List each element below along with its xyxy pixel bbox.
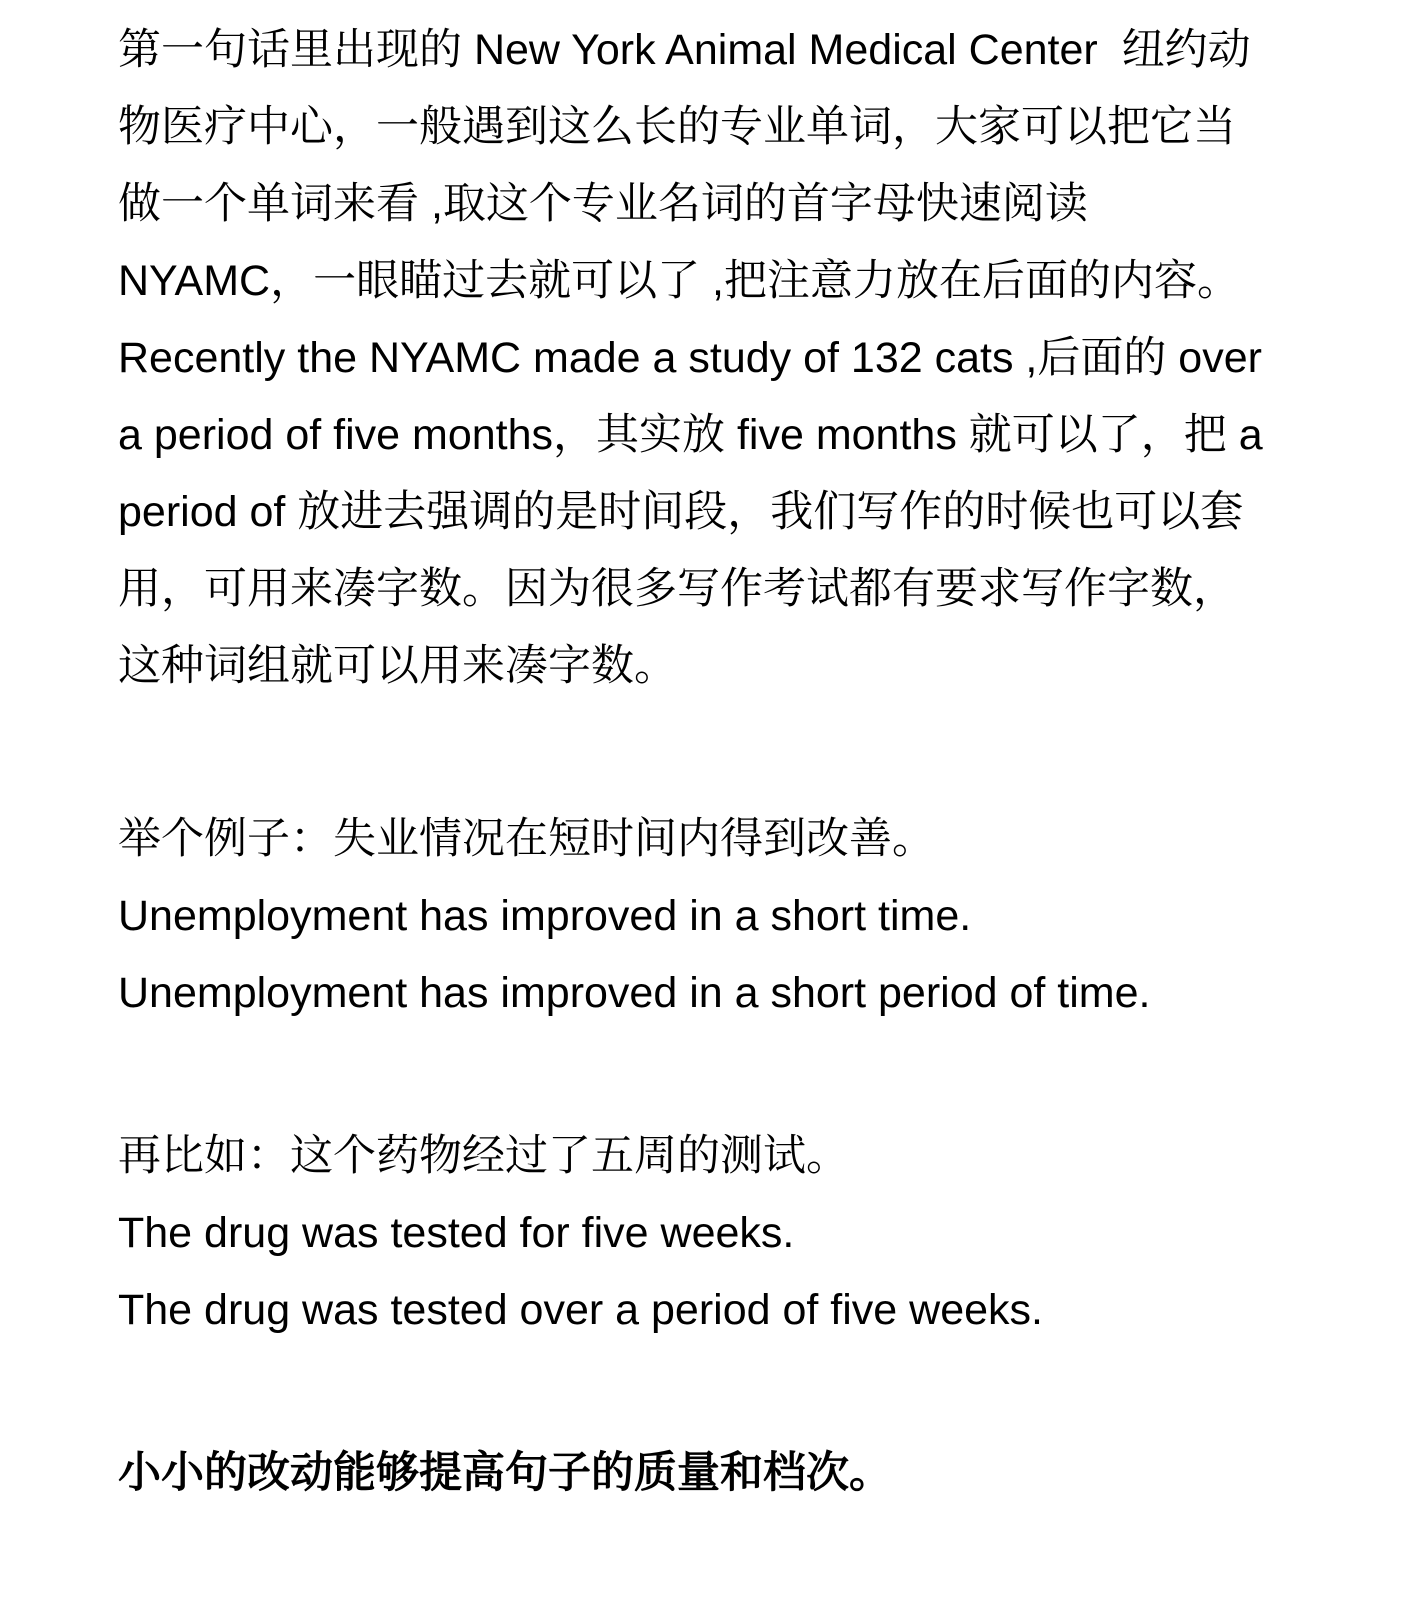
- example-drug-sentence-long: The drug was tested over a period of five weeks.: [118, 1286, 1043, 1334]
- example-drug-prompt: 再比如：这个药物经过了五周的测试。: [118, 1132, 849, 1180]
- example-unemployment-prompt: 举个例子：失业情况在短时间内得到改善。: [118, 815, 935, 863]
- example-unemployment-sentence-long: Unemployment has improved in a short period of time.: [118, 969, 1151, 1017]
- intro-paragraph: 第一句话里出现的 New York Animal Medical Center 纽约动物医疗中心，一般遇到这么长的专业单词，大家可以把它当做一个单词来看 ,取这个专业名词的首字母快速阅读 NYAMC，一眼瞄过去就可以了 ,把注意力放在后面的内容。Recently the NYAMC made a study of 132 cats ,后面的 over a period of five months，其实放 five months 就可以了，把 a period of 放进去强调的是时间段，我们写作的时候也可以套用，可用来凑字数。因为很多写作考试都有要求写作字数，这种词组就可以用来凑字数。: [118, 26, 1275, 690]
- conclusion-line: 小小的改动能够提高句子的质量和档次。: [118, 1449, 892, 1497]
- example-unemployment-sentence-short: Unemployment has improved in a short time.: [118, 892, 972, 940]
- example-drug-sentence-short: The drug was tested for five weeks.: [118, 1209, 795, 1257]
- example-unemployment-block: [118, 801, 1267, 1032]
- example-drug-block: [118, 1118, 1267, 1349]
